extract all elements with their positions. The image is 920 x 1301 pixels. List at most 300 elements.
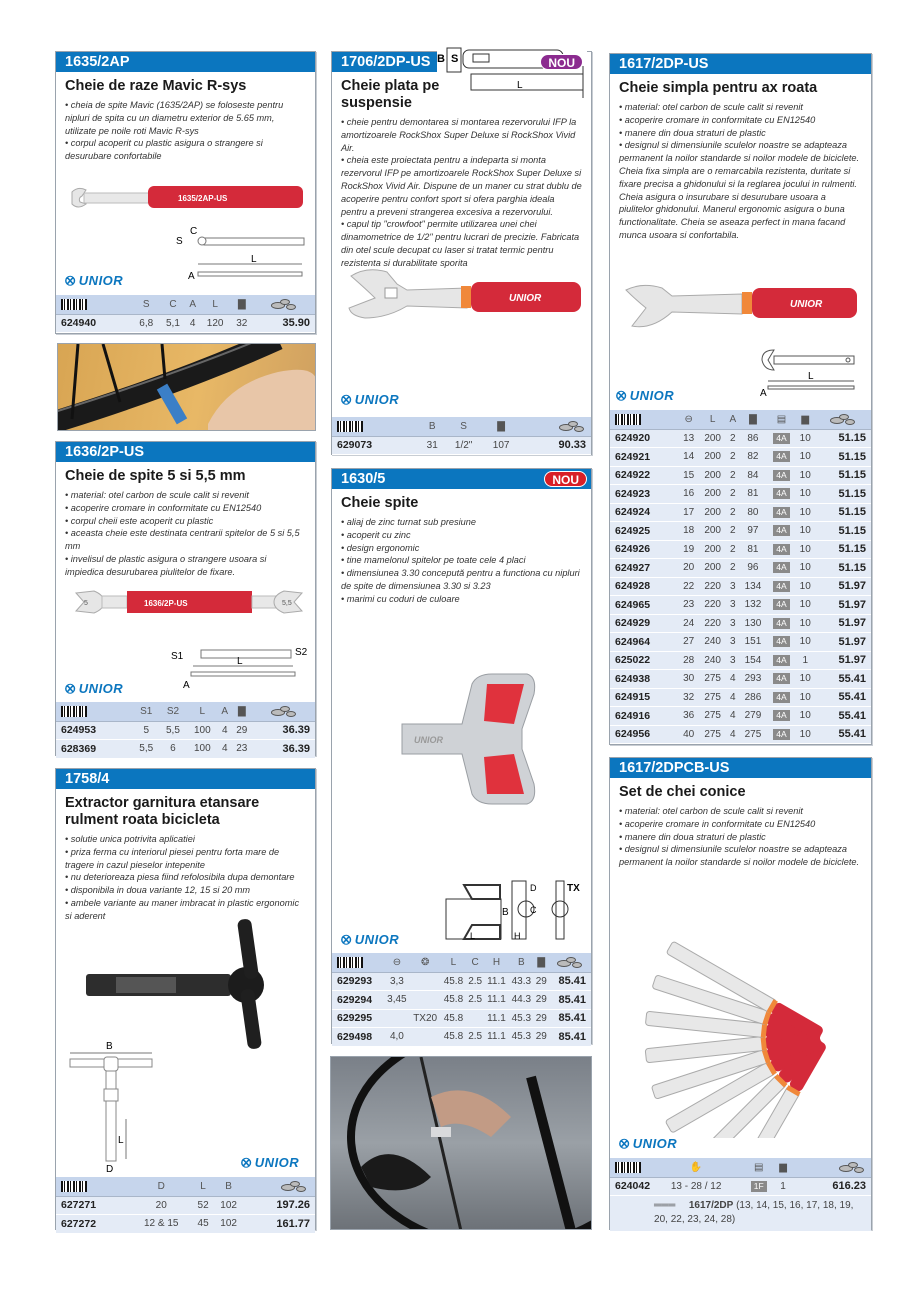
price: 51.15 bbox=[815, 485, 871, 504]
article-code: 624042 bbox=[610, 1177, 650, 1196]
cell: 80 bbox=[739, 503, 768, 522]
spec-table bbox=[610, 1158, 871, 1232]
bullet: • cheia este proiectata pentru a indeparta si monta rezervorul IFP pe amortizoarele RockShox Super Deluxe si RockShox Vivid Air. Dispune de un maner cu strat dublu de acoperire pentru confort sport si ofera parghia ideala pentru a preveni strangerea excesiva a rezervorului. bbox=[341, 155, 582, 217]
article-code: 624922 bbox=[610, 466, 679, 485]
box-code: 4A bbox=[773, 451, 789, 462]
col-header: L bbox=[441, 953, 466, 972]
product-card-1617-2dpcb-us bbox=[609, 757, 872, 1230]
bullet: • nu deterioreaza piesa fiind refolosibila dupa demontare bbox=[65, 872, 295, 883]
cell: 52 bbox=[193, 1196, 213, 1215]
svg-text:D: D bbox=[530, 883, 537, 893]
col-header: H bbox=[484, 953, 508, 972]
cell bbox=[384, 1009, 409, 1028]
box-icon: ▤ bbox=[742, 1158, 775, 1177]
product-title: Cheie simpla pentru ax roata bbox=[619, 80, 818, 96]
cell: 13 - 28 / 12 bbox=[650, 1177, 742, 1196]
price: 85.41 bbox=[549, 1028, 591, 1047]
price: 35.90 bbox=[252, 314, 315, 333]
cell: 45.8 bbox=[441, 991, 466, 1010]
table-row bbox=[610, 688, 871, 707]
table-row bbox=[56, 740, 315, 759]
bullet: • material: otel carbon de scule calit si revenit bbox=[619, 102, 803, 112]
spec-table bbox=[56, 1177, 315, 1234]
svg-text:UNIOR: UNIOR bbox=[414, 735, 443, 745]
price: 85.41 bbox=[549, 991, 591, 1010]
cell: 4 bbox=[218, 721, 231, 740]
svg-text:UNIOR: UNIOR bbox=[790, 299, 823, 310]
technical-drawing bbox=[66, 1039, 156, 1174]
product-card-1706-2dp-us bbox=[331, 51, 592, 455]
table-row bbox=[610, 651, 871, 670]
product-code: 1617/2DPCB-US bbox=[610, 758, 871, 778]
article-code: 624956 bbox=[610, 725, 679, 744]
col-header: L bbox=[186, 702, 218, 721]
cell: 86 bbox=[739, 429, 768, 448]
article-code: 624964 bbox=[610, 633, 679, 652]
cell: 134 bbox=[739, 577, 768, 596]
article-code: 624926 bbox=[610, 540, 679, 559]
cell: 4 bbox=[727, 670, 739, 689]
bullet: • corpul cheii este acoperit cu plastic bbox=[65, 515, 214, 526]
article-code: 629073 bbox=[332, 436, 420, 455]
bullet: • invelisul de plastic asigura o strangere usoara si impiedica desurubarea piulitelor de fixare. bbox=[65, 553, 267, 577]
col-header: S2 bbox=[160, 702, 187, 721]
col-header: B bbox=[420, 417, 444, 436]
new-badge: NOU bbox=[540, 54, 583, 70]
product-bullets bbox=[610, 803, 871, 869]
product-title: Extractor garnitura etansare rulment roata bicicleta bbox=[65, 795, 260, 828]
article-code: 625022 bbox=[610, 651, 679, 670]
cell: 19 bbox=[679, 540, 698, 559]
cell bbox=[767, 614, 795, 633]
cell: 200 bbox=[698, 522, 727, 541]
spoke-wrench-image bbox=[392, 669, 542, 809]
table-row bbox=[610, 614, 871, 633]
col-header: L bbox=[698, 410, 727, 429]
cell: 3 bbox=[727, 614, 739, 633]
table-row bbox=[332, 1028, 591, 1047]
cell: 12 & 15 bbox=[130, 1215, 193, 1234]
col-header: A bbox=[727, 410, 739, 429]
article-code: 627271 bbox=[56, 1196, 130, 1215]
cell bbox=[767, 670, 795, 689]
table-row bbox=[610, 707, 871, 726]
box-code: 4A bbox=[773, 581, 789, 592]
price: 85.41 bbox=[549, 1009, 591, 1028]
bullet: • acoperit cu zinc bbox=[341, 529, 411, 540]
cell: 29 bbox=[534, 1028, 549, 1047]
table-row bbox=[56, 1196, 315, 1215]
cell: 29 bbox=[534, 991, 549, 1010]
cell: 10 bbox=[796, 596, 815, 615]
cell bbox=[767, 725, 795, 744]
cell: 36 bbox=[679, 707, 698, 726]
cell: 28 bbox=[679, 651, 698, 670]
svg-text:D: D bbox=[106, 1164, 114, 1174]
table-row bbox=[610, 503, 871, 522]
box-code: 4A bbox=[773, 599, 789, 610]
cell: 200 bbox=[698, 485, 727, 504]
bullet: • material: otel carbon de scule calit si revenit bbox=[65, 490, 249, 500]
cell bbox=[742, 1177, 775, 1196]
cell bbox=[767, 633, 795, 652]
barcode-icon bbox=[610, 410, 679, 429]
box-code: 4A bbox=[773, 636, 789, 647]
product-bullets bbox=[332, 514, 591, 606]
svg-text:A: A bbox=[188, 271, 195, 282]
product-card-1617-2dp-us bbox=[609, 53, 872, 745]
cell: 5,5 bbox=[160, 721, 187, 740]
article-code: 624927 bbox=[610, 559, 679, 578]
cell: 3 bbox=[727, 596, 739, 615]
box-code: 4A bbox=[773, 433, 789, 444]
box-code: 1F bbox=[751, 1181, 767, 1192]
price: 55.41 bbox=[815, 688, 871, 707]
cell bbox=[767, 688, 795, 707]
bullet: • design ergonomic bbox=[341, 542, 420, 553]
cell: 200 bbox=[698, 429, 727, 448]
table-row bbox=[332, 991, 591, 1010]
box-code: 4A bbox=[773, 710, 789, 721]
cell bbox=[767, 707, 795, 726]
technical-drawing bbox=[760, 346, 860, 396]
cell: 29 bbox=[534, 1009, 549, 1028]
contents-sizes: (13, 14, 15, 16, 17, 18, 19, 20, 22, 23, 24, 28) bbox=[654, 1200, 854, 1225]
cell: 10 bbox=[796, 503, 815, 522]
cell: 10 bbox=[796, 688, 815, 707]
price: 51.15 bbox=[815, 448, 871, 467]
article-code: 629295 bbox=[332, 1009, 384, 1028]
col-header: C bbox=[160, 295, 187, 314]
box-code: 4A bbox=[773, 488, 789, 499]
table-row bbox=[610, 540, 871, 559]
cell: 200 bbox=[698, 559, 727, 578]
table-row bbox=[332, 1009, 591, 1028]
bullet: • acoperire cromare in conformitate cu EN12540 bbox=[65, 502, 262, 513]
price: 90.33 bbox=[519, 436, 591, 455]
cell: 2 bbox=[727, 466, 739, 485]
product-code: 1635/2AP bbox=[56, 52, 315, 72]
cell: 2 bbox=[727, 503, 739, 522]
cell: 20 bbox=[130, 1196, 193, 1215]
box-code: 4A bbox=[773, 618, 789, 629]
bullet: • marimi cu coduri de culoare bbox=[341, 593, 460, 604]
cell bbox=[410, 972, 441, 991]
col-header: L bbox=[193, 1177, 213, 1196]
cell: 2.5 bbox=[466, 1028, 484, 1047]
article-code: 624940 bbox=[56, 314, 133, 333]
svg-text:C: C bbox=[530, 905, 537, 915]
cell: 3 bbox=[727, 651, 739, 670]
svg-text:B: B bbox=[502, 907, 509, 918]
usage-photo-bike-wheel bbox=[330, 1056, 592, 1230]
cell: 200 bbox=[698, 448, 727, 467]
cell: 29 bbox=[534, 972, 549, 991]
wrench-image bbox=[68, 182, 308, 214]
cell: 2 bbox=[727, 429, 739, 448]
table-row bbox=[610, 522, 871, 541]
cell: 130 bbox=[739, 614, 768, 633]
price: 36.39 bbox=[252, 721, 315, 740]
cell: 2.5 bbox=[466, 972, 484, 991]
price: 51.15 bbox=[815, 466, 871, 485]
product-title: Cheie spite bbox=[341, 495, 419, 511]
cell: 84 bbox=[739, 466, 768, 485]
product-title: Cheie plata pe suspensie bbox=[341, 78, 440, 111]
product-bullets bbox=[610, 99, 871, 242]
bullet: • aliaj de zinc turnat sub presiune bbox=[341, 517, 476, 527]
product-title: Cheie de spite 5 si 5,5 mm bbox=[65, 468, 246, 484]
article-code: 624924 bbox=[610, 503, 679, 522]
col-header: S bbox=[133, 295, 160, 314]
cell: 10 bbox=[796, 485, 815, 504]
article-code: 629498 bbox=[332, 1028, 384, 1047]
new-badge: NOU bbox=[544, 471, 587, 487]
product-card-1635-2ap bbox=[55, 51, 316, 334]
cell: 11.1 bbox=[484, 1009, 508, 1028]
box-code: 4A bbox=[773, 544, 789, 555]
cell: 3 bbox=[727, 633, 739, 652]
product-code: 1758/4 bbox=[56, 769, 315, 789]
cell: 29 bbox=[231, 721, 252, 740]
cell: 14 bbox=[679, 448, 698, 467]
cell: 1 bbox=[796, 651, 815, 670]
box-icon: ▤ bbox=[767, 410, 795, 429]
cell bbox=[767, 596, 795, 615]
table-row bbox=[610, 485, 871, 504]
cell: 132 bbox=[739, 596, 768, 615]
cell: 200 bbox=[698, 540, 727, 559]
cell: 32 bbox=[231, 314, 252, 333]
box-code: 4A bbox=[773, 562, 789, 573]
cell: 18 bbox=[679, 522, 698, 541]
cell: 2 bbox=[727, 522, 739, 541]
bullet: • material: otel carbon de scule calit si revenit bbox=[619, 806, 803, 816]
spec-table bbox=[56, 295, 315, 333]
product-code-text: 1706/2DP-US bbox=[341, 54, 431, 70]
cell: 240 bbox=[698, 651, 727, 670]
price: 51.97 bbox=[815, 614, 871, 633]
bullet: • acoperire cromare in conformitate cu EN12540 bbox=[619, 818, 816, 829]
cell: 102 bbox=[213, 1215, 244, 1234]
cell: 1 bbox=[775, 1177, 791, 1196]
barcode-icon bbox=[332, 417, 420, 436]
cell: 30 bbox=[679, 670, 698, 689]
price: 51.97 bbox=[815, 577, 871, 596]
box-code: 4A bbox=[773, 673, 789, 684]
coins-icon bbox=[252, 702, 315, 721]
bullet: • designul si dimensiunile sculelor noastre se adapteaza permanent la noilor standarde si noilor modele de biciclete. Cheia fixa simpla are o remarcabila rezistenta, duritate si fixare precisa a ghidonului si la reglarea jocului in rulmenti. Cheia asigura o insurubare si desurubare usoara a piulitelor ghidonului. Manerul ergonomic asigura o buna functionalitate. Cheia se aseaza perfect in mana facand munca usoara si confortabila. bbox=[619, 140, 860, 240]
svg-text:B: B bbox=[437, 53, 445, 65]
cell bbox=[767, 485, 795, 504]
price: 51.15 bbox=[815, 522, 871, 541]
pack-qty-icon: ▆ bbox=[775, 1158, 791, 1177]
svg-text:L: L bbox=[251, 254, 257, 265]
cell: 10 bbox=[796, 614, 815, 633]
svg-text:S: S bbox=[176, 236, 183, 247]
contents-code: 1617/2DP bbox=[688, 1200, 734, 1211]
col-header: A bbox=[218, 702, 231, 721]
coins-icon bbox=[244, 1177, 315, 1196]
cell: 200 bbox=[698, 503, 727, 522]
cell: 17 bbox=[679, 503, 698, 522]
unior-logo: ⭙ UNIOR bbox=[341, 932, 400, 947]
table-row bbox=[610, 466, 871, 485]
article-code: 629293 bbox=[332, 972, 384, 991]
article-code: 624923 bbox=[610, 485, 679, 504]
bullet: • dimensiunea 3.30 concepută pentru a functiona cu nipluri de spite de dimensiunea 3.30 si 3.23 bbox=[341, 568, 580, 591]
table-row bbox=[332, 436, 591, 455]
article-code: 624921 bbox=[610, 448, 679, 467]
bullet: • corpul acoperit cu plastic asigura o strangere si desurubare confortabile bbox=[65, 138, 263, 162]
cell: 15 bbox=[679, 466, 698, 485]
cell: 275 bbox=[739, 725, 768, 744]
svg-text:C: C bbox=[190, 226, 198, 237]
price: 197.26 bbox=[244, 1196, 315, 1215]
price: 51.97 bbox=[815, 633, 871, 652]
col-header: S bbox=[444, 417, 482, 436]
cell: 3,3 bbox=[384, 972, 409, 991]
price: 51.15 bbox=[815, 540, 871, 559]
coins-icon bbox=[252, 295, 315, 314]
unior-logo: ⭙ UNIOR bbox=[619, 1136, 678, 1151]
hex-socket-icon: ⊖ bbox=[679, 410, 698, 429]
spec-table bbox=[56, 702, 315, 759]
cell: 97 bbox=[739, 522, 768, 541]
col-header: C bbox=[466, 953, 484, 972]
svg-text:L: L bbox=[237, 656, 243, 667]
cell: 11.1 bbox=[484, 1028, 508, 1047]
cell bbox=[410, 1028, 441, 1047]
col-header: D bbox=[130, 1177, 193, 1196]
barcode-icon bbox=[610, 1158, 650, 1177]
cell: 81 bbox=[739, 540, 768, 559]
price: 51.15 bbox=[815, 429, 871, 448]
cell bbox=[767, 559, 795, 578]
cell: 275 bbox=[698, 707, 727, 726]
cell: 10 bbox=[796, 707, 815, 726]
article-code: 624953 bbox=[56, 721, 133, 740]
price: 51.15 bbox=[815, 503, 871, 522]
cell: 4 bbox=[727, 725, 739, 744]
cell: 275 bbox=[698, 670, 727, 689]
cell: 151 bbox=[739, 633, 768, 652]
cell: 5 bbox=[133, 721, 160, 740]
svg-text:B: B bbox=[106, 1041, 113, 1052]
cell: 10 bbox=[796, 559, 815, 578]
svg-text:L: L bbox=[517, 80, 523, 91]
cell: 220 bbox=[698, 614, 727, 633]
bullet: • priza ferma cu interiorul piesei pentru forta mare de tragere in cazul pieselor intepenite bbox=[65, 846, 280, 870]
cell: 45.8 bbox=[441, 1009, 466, 1028]
spec-table bbox=[332, 953, 591, 1047]
svg-text:L: L bbox=[470, 931, 476, 941]
svg-text:TX: TX bbox=[567, 883, 580, 894]
cell: 40 bbox=[679, 725, 698, 744]
cell: 2 bbox=[727, 448, 739, 467]
table-row bbox=[610, 429, 871, 448]
cell: 6,8 bbox=[133, 314, 160, 333]
cell: 5,5 bbox=[133, 740, 160, 759]
cell bbox=[410, 991, 441, 1010]
cell bbox=[767, 540, 795, 559]
bullet: • solutie unica potrivita aplicatiei bbox=[65, 834, 195, 844]
hex-socket-icon: ⊖ bbox=[384, 953, 409, 972]
svg-text:S: S bbox=[451, 53, 459, 65]
cell: 44.3 bbox=[509, 991, 534, 1010]
cell: 1/2" bbox=[444, 436, 482, 455]
cell: 16 bbox=[679, 485, 698, 504]
bullet: • acoperire cromare in conformitate cu EN12540 bbox=[619, 114, 816, 125]
box-code: 4A bbox=[773, 470, 789, 481]
table-row bbox=[610, 559, 871, 578]
pack-qty-icon: ▆ bbox=[796, 410, 815, 429]
price: 36.39 bbox=[252, 740, 315, 759]
article-code: 624965 bbox=[610, 596, 679, 615]
cell bbox=[767, 503, 795, 522]
cell: 100 bbox=[186, 721, 218, 740]
box-code: 4A bbox=[773, 525, 789, 536]
table-row bbox=[610, 1177, 871, 1196]
col-header: A bbox=[186, 295, 199, 314]
cell: 6 bbox=[160, 740, 187, 759]
price: 51.97 bbox=[815, 596, 871, 615]
cell: 45.8 bbox=[441, 972, 466, 991]
table-row bbox=[610, 725, 871, 744]
bullet: • cheie pentru demontarea si montarea rezervorului IFP la amortizoarele RockShox Super Deluxe si RockShox Vivid Air. bbox=[341, 117, 577, 153]
col-header: B bbox=[213, 1177, 244, 1196]
unior-logo: ⭙ UNIOR bbox=[65, 681, 124, 696]
set-contents-row bbox=[610, 1196, 871, 1232]
cell: 279 bbox=[739, 707, 768, 726]
bullet: • capul tip "crowfoot" permite utilizarea unei chei dinamometrice de 1/2" pentru lucrari de precizie. Fabricata din otel scule decupat cu laser si tratat termic pentru rezistenta si durabilitate sporita bbox=[341, 219, 580, 268]
price: 55.41 bbox=[815, 707, 871, 726]
cell bbox=[767, 522, 795, 541]
price: 85.41 bbox=[549, 972, 591, 991]
cell bbox=[767, 651, 795, 670]
barcode-icon bbox=[56, 295, 133, 314]
cell: 11.1 bbox=[484, 972, 508, 991]
article-code: 624925 bbox=[610, 522, 679, 541]
technical-drawing bbox=[171, 642, 311, 692]
table-row bbox=[332, 972, 591, 991]
article-code: 629294 bbox=[332, 991, 384, 1010]
table-row bbox=[56, 314, 315, 333]
col-header: L bbox=[199, 295, 231, 314]
cell: 10 bbox=[796, 577, 815, 596]
product-code bbox=[332, 52, 440, 72]
cell: 220 bbox=[698, 577, 727, 596]
bullet: • aceasta cheie este destinata centrarii spitelor de 5 si 5,5 mm bbox=[65, 528, 300, 552]
price: 51.15 bbox=[815, 559, 871, 578]
cell: 220 bbox=[698, 596, 727, 615]
cell: 3 bbox=[727, 577, 739, 596]
table-row bbox=[56, 721, 315, 740]
cell: 275 bbox=[698, 688, 727, 707]
cell: 120 bbox=[199, 314, 231, 333]
cell bbox=[767, 448, 795, 467]
weight-icon: ▇ bbox=[231, 702, 252, 721]
usage-photo-wheel bbox=[57, 343, 316, 431]
wrench-icon: ═══ bbox=[654, 1200, 676, 1211]
cell: 10 bbox=[796, 429, 815, 448]
cell: 22 bbox=[679, 577, 698, 596]
extractor-image bbox=[81, 919, 311, 1049]
cell: 200 bbox=[698, 466, 727, 485]
svg-text:A: A bbox=[183, 680, 190, 691]
article-code: 627272 bbox=[56, 1215, 130, 1234]
article-code: 624929 bbox=[610, 614, 679, 633]
